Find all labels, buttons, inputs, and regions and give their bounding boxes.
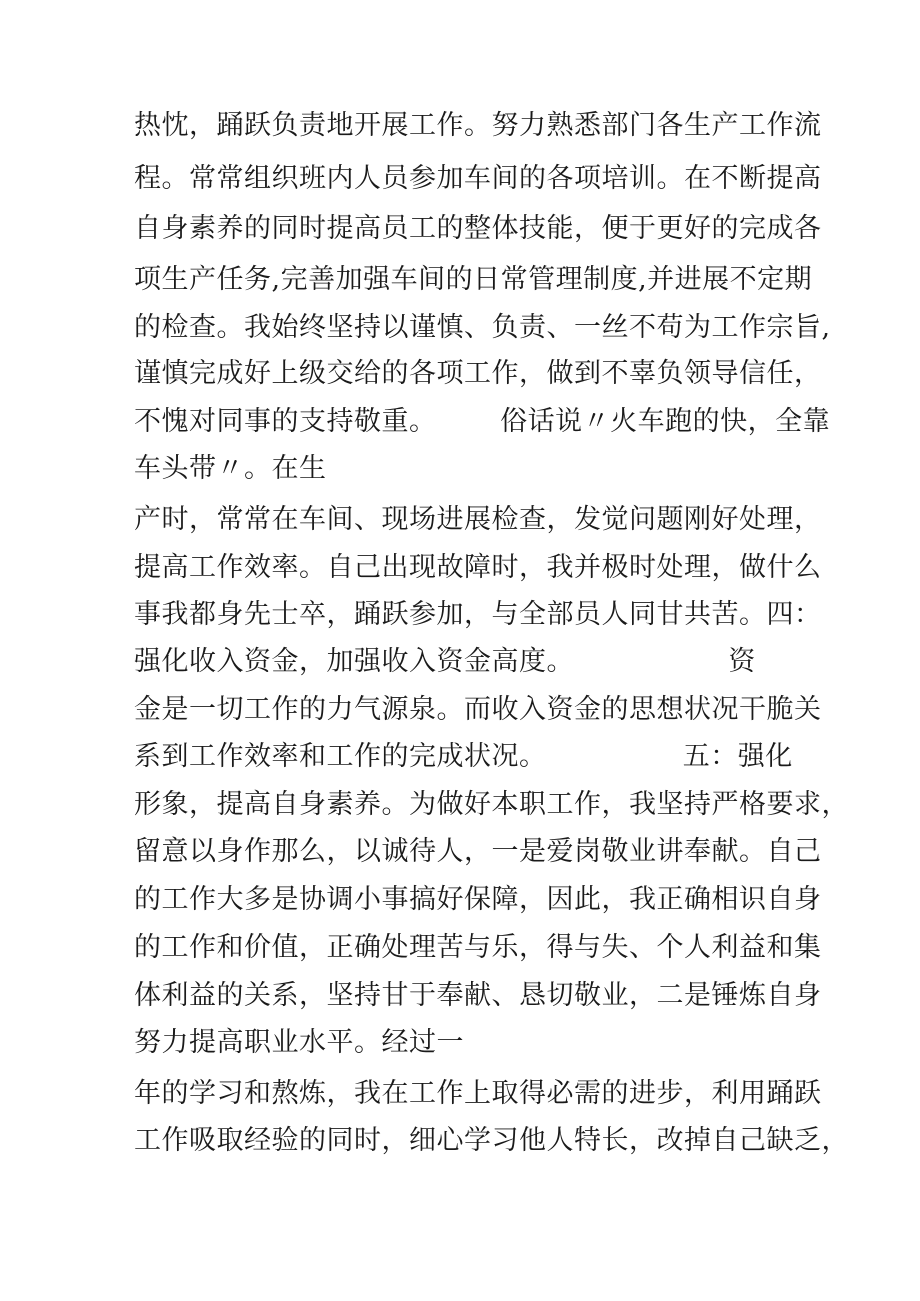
text-line-1: 热忱，踊跃负责地开展工作。努力熟悉部门各生产工作流 (134, 110, 822, 141)
text-line-2: 程。常常组织班内人员参加车间的各项培训。在不断提高 (134, 163, 822, 194)
text-line-8: 车头带〃。在生 (134, 453, 327, 484)
text-line-21: 年的学习和熬炼，我在工作上取得必需的进步，利用踊跃 (134, 1078, 822, 1109)
text-line-17: 的工作大多是协调小事搞好保障，因此，我正确相识自身 (134, 884, 822, 915)
text-line-22: 工作吸取经验的同时，细心学习他人特长，改掉自己缺乏， (134, 1125, 849, 1156)
text-line-6: 谨慎完成好上级交给的各项工作，做到不辜负领导信任， (134, 358, 822, 389)
text-line-7: 不愧对同事的支持敬重。 俗话说〃火车跑的快，全靠 (134, 406, 831, 437)
text-line-13: 金是一切工作的力气源泉。而收入资金的思想状况干脆关 (134, 694, 822, 725)
text-line-18: 的工作和价值，正确处理苦与乐，得与失、个人利益和集 (134, 932, 822, 963)
text-line-19: 体利益的关系，坚持甘于奉献、恳切敬业，二是锤炼自身 (134, 980, 822, 1011)
text-line-14: 系到工作效率和工作的完成状况。 五：强化 (134, 741, 793, 772)
text-line-9: 产时，常常在车间、现场进展检查，发觉问题刚好处理， (134, 504, 822, 535)
text-line-4: 项生产任务,完善加强车间的日常管理制度,并进展不定期 (134, 264, 813, 295)
text-line-11: 事我都身先士卒，踊跃参加，与全部员人同甘共苦。四： (134, 599, 822, 630)
text-line-15: 形象，提高自身素养。为做好本职工作，我坚持严格要求， (134, 789, 849, 820)
text-line-16: 留意以身作那么，以诚待人，一是爱岗敬业讲奉献。自己 (134, 836, 822, 867)
text-line-10: 提高工作效率。自己出现故障时，我并极时处理，做什么 (134, 552, 822, 583)
text-line-3: 自身素养的同时提高员工的整体技能，便于更好的完成各 (134, 213, 822, 244)
text-line-12: 强化收入资金，加强收入资金高度。 资 (134, 646, 756, 677)
text-line-5: 的检查。我始终坚持以谨慎、负责、一丝不苟为工作宗旨, (134, 312, 831, 343)
text-line-20: 努力提高职业水平。经过一 (134, 1027, 464, 1058)
